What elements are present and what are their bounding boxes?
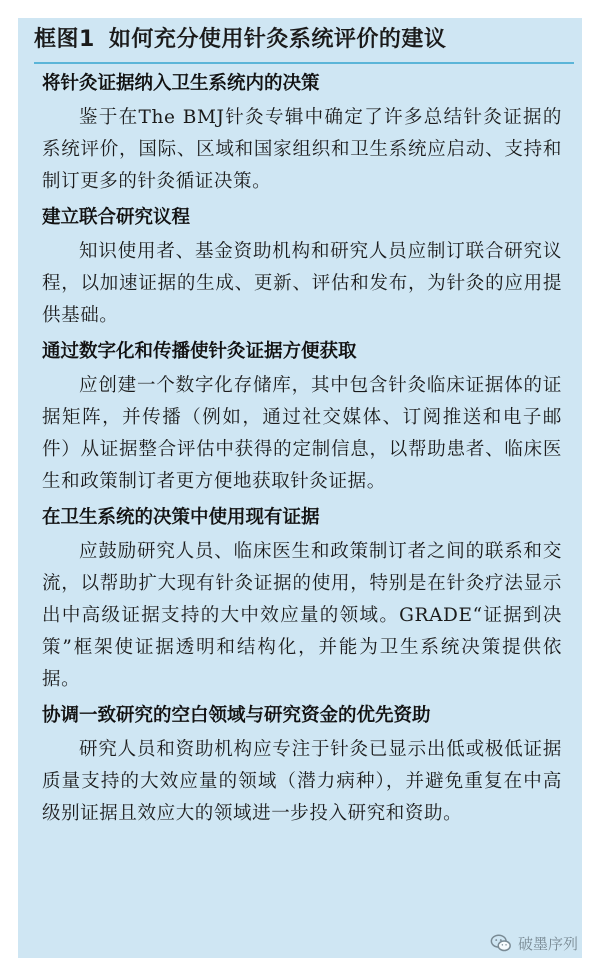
watermark: [490, 932, 578, 954]
title-divider: [34, 62, 574, 64]
section-body: 鉴于在The BMJ针灸专辑中确定了许多总结针灸证据的系统评价，国际、区域和国家组织和卫生系统应启动、支持和制订更多的针灸循证决策。: [42, 107, 562, 192]
box-title-text: 如何充分使用针灸系统评价的建议: [108, 27, 447, 52]
section-4: [42, 500, 562, 696]
section-heading: 通过数字化和传播使针灸证据方便获取: [42, 341, 357, 362]
section-heading: 建立联合研究议程: [42, 207, 191, 228]
section-heading: 将针灸证据纳入卫生系统内的决策: [42, 73, 320, 94]
section-2: [42, 200, 562, 332]
wechat-icon: [490, 932, 512, 954]
section-heading: 协调一致研究的空白领域与研究资金的优先资助: [42, 705, 431, 726]
box-label: 框图1: [34, 27, 95, 52]
section-5: [42, 698, 562, 830]
recommendation-box: [18, 18, 582, 958]
section-body: 应鼓励研究人员、临床医生和政策制订者之间的联系和交流，以帮助扩大现有针灸证据的使用，特别是在针灸疗法显示出中高级证据支持的大中效应量的领域。GRADE“证据到决策”框架使证据透明和结构化，并能为卫生系统决策提供依据。: [42, 541, 562, 690]
section-3: [42, 334, 562, 498]
section-body: 知识使用者、基金资助机构和研究人员应制订联合研究议程，以加速证据的生成、更新、评估和发布，为针灸的应用提供基础。: [42, 241, 562, 326]
watermark-text: 破墨序列: [517, 934, 578, 953]
box-content: [42, 66, 562, 832]
section-body: 研究人员和资助机构应专注于针灸已显示出低或极低证据质量支持的大效应量的领域（潜力病种），并避免重复在中高级别证据且效应大的领域进一步投入研究和资助。: [42, 739, 562, 824]
box-title: [34, 20, 574, 60]
section-body: 应创建一个数字化存储库，其中包含针灸临床证据体的证据矩阵，并传播（例如，通过社交媒体、订阅推送和电子邮件）从证据整合评估中获得的定制信息，以帮助患者、临床医生和政策制订者更方便地获取针灸证据。: [42, 375, 562, 492]
section-heading: 在卫生系统的决策中使用现有证据: [42, 507, 320, 528]
section-1: [42, 66, 562, 198]
